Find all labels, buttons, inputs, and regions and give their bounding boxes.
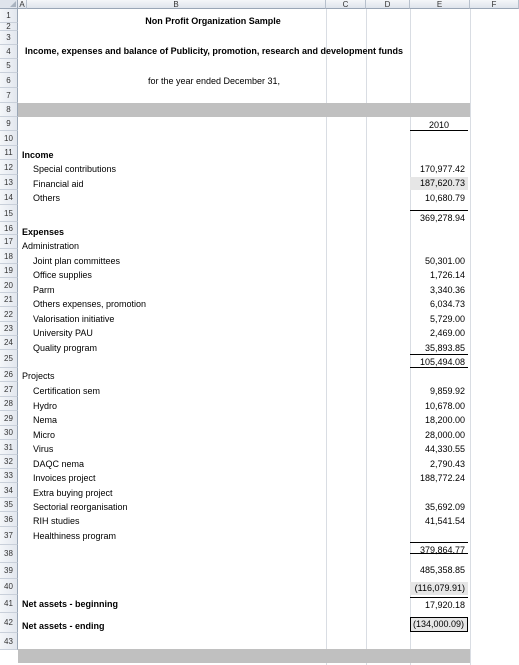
- column-header-d[interactable]: D: [366, 0, 410, 9]
- project-item-value[interactable]: 35,692.09: [424, 502, 465, 512]
- project-item-value[interactable]: 9,859.92: [429, 386, 465, 396]
- administration-item-value[interactable]: 6,034.73: [429, 299, 465, 309]
- projects-heading[interactable]: Projects: [22, 371, 55, 381]
- administration-total[interactable]: 105,494.08: [410, 354, 468, 368]
- row-header-15[interactable]: 15: [0, 205, 18, 222]
- row-header-17[interactable]: 17: [0, 235, 18, 249]
- row-header-42[interactable]: 42: [0, 613, 18, 633]
- project-item-value[interactable]: 10,678.00: [424, 401, 465, 411]
- project-item-label[interactable]: Extra buying project: [33, 488, 113, 498]
- row-header-6[interactable]: 6: [0, 73, 18, 88]
- row-header-24[interactable]: 24: [0, 336, 18, 350]
- column-header-c[interactable]: C: [326, 0, 366, 9]
- row-header-23[interactable]: 23: [0, 322, 18, 336]
- row-header-1[interactable]: 1: [0, 9, 18, 23]
- row-header-37[interactable]: 37: [0, 527, 18, 545]
- projects-total[interactable]: 379,864.77: [410, 542, 468, 554]
- column-header-b[interactable]: B: [27, 0, 326, 9]
- row-header-43[interactable]: 43: [0, 633, 18, 650]
- project-item-label[interactable]: Hydro: [33, 401, 58, 411]
- administration-item-label[interactable]: Joint plan committees: [33, 256, 121, 266]
- row-header-12[interactable]: 12: [0, 160, 18, 175]
- net-assets-ending-value[interactable]: (134,000.09): [410, 617, 468, 632]
- row-header-40[interactable]: 40: [0, 579, 18, 595]
- row-header-25[interactable]: 25: [0, 350, 18, 368]
- row-header-9[interactable]: 9: [0, 117, 18, 131]
- row-header-26[interactable]: 26: [0, 368, 18, 382]
- row-header-21[interactable]: 21: [0, 293, 18, 307]
- row-header-8[interactable]: 8: [0, 103, 18, 117]
- row-header-31[interactable]: 31: [0, 440, 18, 455]
- expenses-total[interactable]: 485,358.85: [419, 565, 465, 575]
- project-item-label[interactable]: Sectorial reorganisation: [33, 502, 128, 512]
- income-label[interactable]: Others: [33, 193, 61, 203]
- row-header-22[interactable]: 22: [0, 307, 18, 322]
- income-heading[interactable]: Income: [22, 150, 54, 160]
- administration-item-value[interactable]: 2,469.00: [429, 328, 465, 338]
- net-assets-beginning-value[interactable]: 17,920.18: [410, 597, 468, 610]
- select-all-corner[interactable]: [0, 0, 18, 9]
- administration-item-value[interactable]: 1,726.14: [429, 270, 465, 280]
- row-header-35[interactable]: 35: [0, 498, 18, 512]
- project-item-label[interactable]: Invoices project: [33, 473, 96, 483]
- income-label[interactable]: Financial aid: [33, 179, 84, 189]
- year-header[interactable]: 2010: [410, 120, 468, 131]
- income-total[interactable]: 369,278.94: [410, 210, 468, 223]
- row-header-4[interactable]: 4: [0, 45, 18, 59]
- report-title[interactable]: Non Profit Organization Sample: [145, 16, 281, 26]
- row-header-33[interactable]: 33: [0, 469, 18, 483]
- administration-item-label[interactable]: Quality program: [33, 343, 98, 353]
- income-value[interactable]: 170,977.42: [419, 164, 465, 174]
- project-item-value[interactable]: 41,541.54: [424, 516, 465, 526]
- row-header-10[interactable]: 10: [0, 131, 18, 146]
- row-header-38[interactable]: 38: [0, 545, 18, 563]
- row-header-2[interactable]: 2: [0, 23, 18, 31]
- administration-item-label[interactable]: Office supplies: [33, 270, 92, 280]
- project-item-value[interactable]: 44,330.55: [424, 444, 465, 454]
- column-header-a[interactable]: A: [18, 0, 27, 9]
- project-item-label[interactable]: RIH studies: [33, 516, 80, 526]
- column-header-e[interactable]: E: [410, 0, 470, 9]
- administration-item-value[interactable]: 35,893.85: [424, 343, 465, 353]
- report-period[interactable]: for the year ended December 31,: [147, 76, 281, 86]
- project-item-value[interactable]: 18,200.00: [424, 415, 465, 425]
- report-subtitle[interactable]: Income, expenses and balance of Publicity, promotion, research and development funds: [25, 46, 403, 56]
- row-header-18[interactable]: 18: [0, 249, 18, 264]
- row-header-30[interactable]: 30: [0, 426, 18, 440]
- income-value[interactable]: 10,680.79: [424, 193, 465, 203]
- project-item-value[interactable]: 188,772.24: [419, 473, 465, 483]
- row-header-39[interactable]: 39: [0, 563, 18, 579]
- administration-item-value[interactable]: 5,729.00: [429, 314, 465, 324]
- row-header-3[interactable]: 3: [0, 31, 18, 45]
- difference-value[interactable]: (116,079.91): [410, 582, 468, 595]
- row-header-27[interactable]: 27: [0, 382, 18, 397]
- income-value-selected[interactable]: 187,620.73: [410, 177, 468, 190]
- project-item-label[interactable]: Healthiness program: [33, 531, 117, 541]
- project-item-label[interactable]: DAQC nema: [33, 459, 85, 469]
- row-header-11[interactable]: 11: [0, 146, 18, 160]
- administration-item-label[interactable]: University PAU: [33, 328, 93, 338]
- row-header-16[interactable]: 16: [0, 222, 18, 235]
- income-label[interactable]: Special contributions: [33, 164, 117, 174]
- administration-item-label[interactable]: Others expenses, promotion: [33, 299, 147, 309]
- row-header-19[interactable]: 19: [0, 264, 18, 278]
- row-header-20[interactable]: 20: [0, 278, 18, 293]
- project-item-label[interactable]: Virus: [33, 444, 54, 454]
- net-assets-ending-label[interactable]: Net assets - ending: [22, 621, 105, 631]
- row-header-29[interactable]: 29: [0, 411, 18, 426]
- administration-heading[interactable]: Administration: [22, 241, 80, 251]
- row-header-36[interactable]: 36: [0, 512, 18, 527]
- row-header-32[interactable]: 32: [0, 455, 18, 469]
- project-item-label[interactable]: Certification sem: [33, 386, 101, 396]
- column-header-f[interactable]: F: [470, 0, 519, 9]
- project-item-value[interactable]: 28,000.00: [424, 430, 465, 440]
- administration-item-value[interactable]: 3,340.36: [429, 285, 465, 295]
- row-header-5[interactable]: 5: [0, 59, 18, 73]
- row-header-41[interactable]: 41: [0, 595, 18, 613]
- header-band: [18, 103, 470, 117]
- row-header-28[interactable]: 28: [0, 397, 18, 411]
- project-item-label[interactable]: Nema: [33, 415, 58, 425]
- administration-item-label[interactable]: Valorisation initiative: [33, 314, 115, 324]
- net-assets-beginning-label[interactable]: Net assets - beginning: [22, 599, 119, 609]
- project-item-value[interactable]: 2,790.43: [429, 459, 465, 469]
- row-header-7[interactable]: 7: [0, 88, 18, 103]
- row-header-34[interactable]: 34: [0, 483, 18, 498]
- footer-band: [18, 649, 470, 663]
- expenses-heading[interactable]: Expenses: [22, 227, 65, 237]
- administration-item-label[interactable]: Parm: [33, 285, 55, 295]
- row-header-14[interactable]: 14: [0, 190, 18, 205]
- gridline: [470, 9, 471, 665]
- row-header-13[interactable]: 13: [0, 175, 18, 190]
- administration-item-value[interactable]: 50,301.00: [424, 256, 465, 266]
- project-item-label[interactable]: Micro: [33, 430, 55, 440]
